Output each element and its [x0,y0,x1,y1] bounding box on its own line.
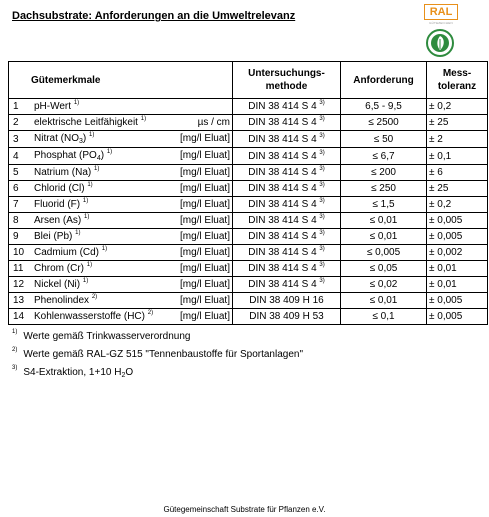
row-merkmal [32,277,233,293]
row-method-footnote-ref: 3) [319,246,325,252]
row-unit: [mg/l Eluat] [179,295,230,306]
row-tolerance: ± 2 [427,131,488,148]
row-unit: [mg/l Eluat] [179,247,230,258]
row-merkmal [32,213,233,229]
row-method [233,293,341,309]
row-method-footnote-ref: 3) [319,182,325,188]
table-row [9,131,488,148]
row-unit: [mg/l Eluat] [179,183,230,194]
row-method [233,309,341,325]
row-requirement: ≤ 0,005 [341,245,427,261]
row-number: 13 [9,293,33,309]
row-method-footnote-ref: 3) [319,230,325,236]
row-requirement: ≤ 0,05 [341,261,427,277]
row-merkmal [32,309,233,325]
row-unit: [mg/l Eluat] [179,199,230,210]
quality-seal-icon [425,28,455,58]
table-row [9,261,488,277]
row-method [233,229,341,245]
row-footnote-ref: 1) [82,278,89,284]
row-footnote-ref: 1) [106,149,113,155]
row-method [233,165,341,181]
row-number: 11 [9,261,33,277]
footnote-mark: 3) [12,365,18,371]
row-subscript: 3 [79,138,83,145]
row-method-footnote-ref: 3) [319,166,325,172]
table-row [9,148,488,165]
row-number: 3 [9,131,33,148]
row-method-text: DIN 38 414 S 4 [248,247,317,258]
row-method [233,99,341,115]
header-toleranz-line2: toleranz [437,81,477,92]
row-method-text: DIN 38 414 S 4 [248,167,317,178]
row-method-footnote-ref: 3) [319,132,325,139]
row-requirement: ≤ 1,5 [341,197,427,213]
row-method-footnote-ref: 3) [319,198,325,204]
row-tolerance: ± 0,002 [427,245,488,261]
row-number: 7 [9,197,33,213]
row-merkmal [32,229,233,245]
row-requirement: ≤ 2500 [341,115,427,131]
row-requirement: ≤ 250 [341,181,427,197]
row-name: Blei (Pb) $^{1)}$ [34,230,81,242]
table-row [9,99,488,115]
footnote-text-end: O [125,367,134,378]
row-merkmal [32,115,233,131]
row-method [233,261,341,277]
row-merkmal [32,197,233,213]
row-method-text: DIN 38 414 S 4 [248,231,317,242]
row-unit: [mg/l Eluat] [179,263,230,274]
row-method-text: DIN 38 414 S 4 [248,183,317,194]
row-number: 10 [9,245,33,261]
row-unit: [mg/l Eluat] [179,231,230,242]
row-unit: [mg/l Eluat] [179,311,230,322]
row-unit: [mg/l Eluat] [179,167,230,178]
row-method-text: DIN 38 414 S 4 [248,215,317,226]
footnote-mark: 1) [12,329,18,335]
row-name: Phenolindex $^{2)}$ [34,294,98,306]
header-toleranz-line1: Mess- [442,68,472,79]
footer: Gütegemeinschaft Substrate für Pflanzen e.V. [163,505,326,514]
row-method-text: DIN 38 414 S 4 [248,117,317,128]
row-tolerance: ± 0,005 [427,213,488,229]
row-method-text: DIN 38 414 S 4 [248,263,317,274]
row-method-footnote-ref: 3) [319,116,325,122]
row-name: pH-Wert $^{1)}$ [34,100,80,112]
row-requirement: ≤ 6,7 [341,148,427,165]
row-unit: [mg/l Eluat] [179,150,230,161]
row-tolerance: ± 0,1 [427,148,488,165]
row-method-footnote-ref: 3) [319,262,325,268]
header-merkmal: Gütemerkmale [9,62,233,99]
row-name: Phosphat $(PO_4)$ $^{1)}$ [34,149,113,162]
ral-logo-subtitle: GÜTEZEICHEN [429,21,453,25]
row-method [233,131,341,148]
row-number: 1 [9,99,33,115]
row-footnote-ref: 2) [91,294,98,300]
row-merkmal [32,245,233,261]
row-tolerance: ± 0,2 [427,99,488,115]
footnote-text: Werte gemäß RAL-GZ 515 "Tennenbaustoffe für Sportanlagen" [23,349,304,360]
row-name: Nickel (Ni) $^{1)}$ [34,278,89,290]
ral-logo [424,4,458,28]
row-number: 4 [9,148,33,165]
row-merkmal [32,181,233,197]
table-row [9,115,488,131]
row-number: 12 [9,277,33,293]
row-name: Arsen (As) $^{1)}$ [34,214,90,226]
footnotes [12,328,303,382]
row-requirement: ≤ 0,01 [341,213,427,229]
row-tolerance: ± 0,005 [427,309,488,325]
row-footnote-ref: 1) [82,198,89,204]
row-merkmal [32,131,233,148]
row-name: Fluorid (F) $^{1)}$ [34,198,89,210]
footnote-2 [12,346,303,364]
row-tolerance: ± 0,005 [427,229,488,245]
row-tolerance: ± 0,2 [427,197,488,213]
row-method [233,245,341,261]
row-method-text: DIN 38 414 S 4 [248,150,317,162]
header-toleranz [427,62,488,99]
page-title: Dachsubstrate: Anforderungen an die Umweltrelevanz [12,10,296,22]
row-method [233,115,341,131]
header-methode-line1: Untersuchungs- [248,68,325,79]
table-row [9,293,488,309]
row-name: Chlorid (Cl) $^{1)}$ [34,182,93,194]
row-method [233,148,341,165]
row-method [233,213,341,229]
row-tolerance: ± 0,01 [427,277,488,293]
header-anforderung: Anforderung [341,62,427,99]
row-unit: [mg/l Eluat] [179,215,230,226]
table-row [9,277,488,293]
row-method-footnote-ref: 3) [319,149,325,156]
row-number: 14 [9,309,33,325]
row-number: 6 [9,181,33,197]
requirements-table [8,61,488,325]
row-footnote-ref: 1) [87,182,93,188]
row-requirement: ≤ 0,01 [341,293,427,309]
row-requirement: ≤ 0,1 [341,309,427,325]
table-row [9,181,488,197]
row-subscript: 4 [96,155,101,162]
row-method-text: DIN 38 414 S 4 [248,199,317,210]
header-methode-line2: methode [265,81,308,92]
row-tolerance: ± 25 [427,181,488,197]
row-name: Nitrat $(NO_3)$ $^{1)}$ [34,132,95,145]
row-name: Cadmium (Cd) $^{1)}$ [34,246,108,258]
row-footnote-ref: 1) [101,246,108,252]
row-name: elektrische Leitfähigkeit $^{1)}$ [34,116,147,128]
row-footnote-ref: 1) [73,100,80,106]
table-row [9,197,488,213]
row-method-text: DIN 38 414 S 4 [248,133,317,145]
footnote-text: Werte gemäß Trinkwasserverordnung [23,331,191,342]
row-tolerance: ± 0,005 [427,293,488,309]
row-method [233,181,341,197]
table-row [9,213,488,229]
row-number: 9 [9,229,33,245]
row-footnote-ref: 1) [94,166,100,172]
row-tolerance: ± 0,01 [427,261,488,277]
row-number: 2 [9,115,33,131]
row-merkmal [32,165,233,181]
row-method [233,197,341,213]
row-merkmal [32,99,233,115]
row-unit: [mg/l Eluat] [179,133,230,144]
row-tolerance: ± 6 [427,165,488,181]
row-footnote-ref: 1) [86,262,93,268]
row-method [233,277,341,293]
row-merkmal [32,261,233,277]
row-method-footnote-ref: 3) [319,278,325,284]
row-requirement: ≤ 0,02 [341,277,427,293]
row-footnote-ref: 1) [75,230,81,236]
row-method-text: DIN 38 409 H 53 [249,311,324,322]
table-row [9,165,488,181]
row-unit: [mg/l Eluat] [179,279,230,290]
row-method-footnote-ref: 3) [319,100,325,106]
row-requirement: 6,5 - 9,5 [341,99,427,115]
row-footnote-ref: 1) [140,116,147,122]
header-methode [233,62,341,99]
footnote-3 [12,364,303,382]
row-method-text: DIN 38 414 S 4 [248,101,317,112]
row-requirement: ≤ 50 [341,131,427,148]
row-method-text: DIN 38 409 H 16 [249,295,324,306]
row-footnote-ref: 2) [147,310,154,316]
ral-logo-text: RAL [424,4,458,20]
row-requirement: ≤ 0,01 [341,229,427,245]
row-unit: µs / cm [197,117,230,128]
footnote-mark: 2) [12,347,18,353]
row-footnote-ref: 1) [84,214,90,220]
row-merkmal [32,293,233,309]
table-row [9,245,488,261]
row-merkmal [32,148,233,165]
row-method-text: DIN 38 414 S 4 [248,279,317,290]
row-requirement: ≤ 200 [341,165,427,181]
row-method-footnote-ref: 3) [319,214,325,220]
footnote-subscript: 2 [121,372,126,379]
row-number: 8 [9,213,33,229]
row-number: 5 [9,165,33,181]
table-row [9,309,488,325]
footnote-text: S4-Extraktion, 1+10 H [23,367,122,378]
footnote-1 [12,328,303,346]
table-header-row [9,62,488,99]
row-footnote-ref: 1) [89,132,95,138]
row-name: Chrom (Cr) $^{1)}$ [34,262,93,274]
row-name: Kohlenwasserstoffe (HC) $^{2)}$ [34,310,154,322]
table-row [9,229,488,245]
row-name: Natrium (Na) $^{1)}$ [34,166,100,178]
row-tolerance: ± 25 [427,115,488,131]
